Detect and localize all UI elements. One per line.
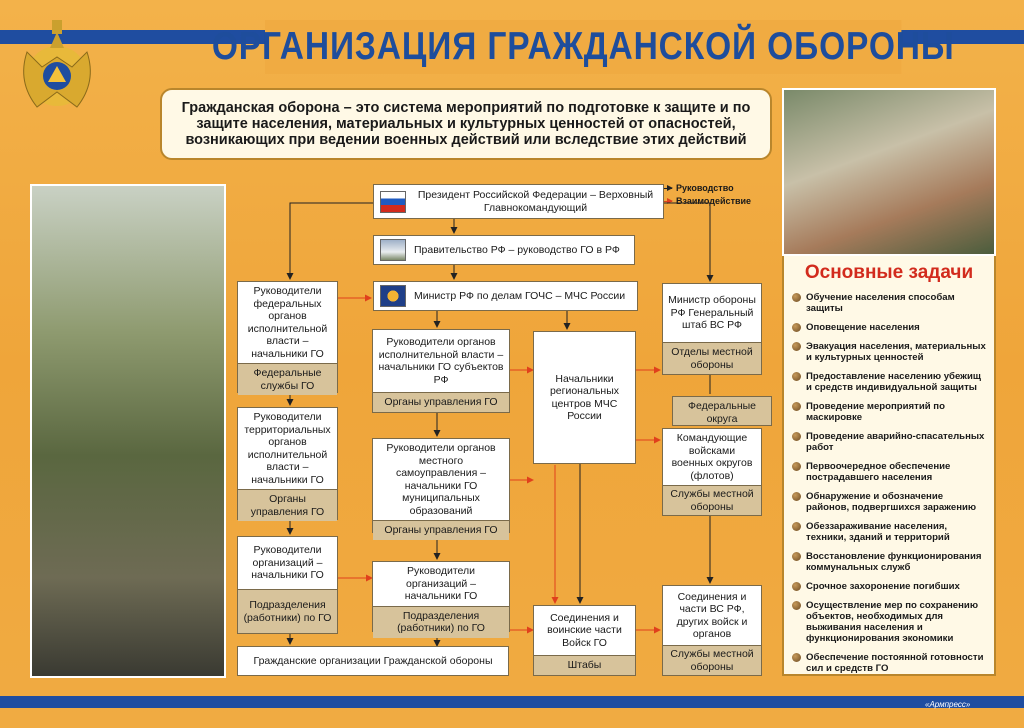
legend-leadership <box>650 182 751 195</box>
bullet-icon <box>792 492 801 501</box>
local-footer: Органы управления ГО <box>373 520 509 540</box>
president-label: Президент Российской Федерации – Верховный Главнокомандующий <box>417 189 654 214</box>
organization-mid-title: Руководители организаций – начальники ГО <box>404 565 478 602</box>
task-item <box>792 581 986 592</box>
task-item <box>792 371 986 393</box>
legend-interaction-label: Взаимодействие <box>676 196 752 206</box>
task-item <box>792 322 986 333</box>
bullet-icon <box>792 402 801 411</box>
organization-left-box <box>237 536 338 634</box>
organization-mid-footer: Подразделения (работники) по ГО <box>373 606 509 638</box>
bullet-icon <box>792 432 801 441</box>
minister-mchs-label: Министр РФ по делам ГОЧС – МЧС России <box>414 289 626 302</box>
bottom-band <box>0 696 1024 708</box>
mchs-emblem-icon <box>380 285 406 307</box>
tasks-title: Основные задачи <box>804 262 974 283</box>
task-text: Срочное захоронение погибших <box>806 581 960 592</box>
bullet-icon <box>792 372 801 381</box>
federal-districts-label: Федеральные округа <box>687 400 757 425</box>
bullet-icon <box>792 552 801 561</box>
bullet-icon <box>792 323 801 332</box>
go-troops-box <box>533 605 636 676</box>
minister-mchs-box <box>373 281 638 311</box>
task-item <box>792 431 986 453</box>
tasks-list <box>792 292 986 674</box>
defense-minister-footer: Отделы местной обороны <box>663 342 761 374</box>
regional-box <box>533 331 636 464</box>
task-item <box>792 401 986 423</box>
task-text: Обнаружение и обозначение районов, подвергшихся заражению <box>806 491 977 513</box>
organization-left-title: Руководители организаций – начальники ГО <box>251 544 324 582</box>
federal-districts-box <box>672 396 772 426</box>
regional-label: Начальники региональных центров МЧС России <box>549 372 620 422</box>
task-item <box>792 341 986 363</box>
task-text: Обеспечение постоянной готовности сил и средств ГО <box>806 652 984 674</box>
task-text: Обеззараживание населения, техники, зданий и территорий <box>806 521 950 543</box>
legend-leadership-label: Руководство <box>676 183 734 193</box>
task-text: Проведение аварийно-спасательных работ <box>806 431 985 453</box>
task-item <box>792 521 986 543</box>
territorial-footer: Органы управления ГО <box>238 489 337 521</box>
tasks-panel <box>782 256 996 676</box>
task-text: Осуществление мер по сохранению объектов, необходимых для выживания населения и функционирования экономики <box>806 600 979 644</box>
defense-minister-box <box>662 283 762 375</box>
federal-footer: Федеральные службы ГО <box>238 363 337 395</box>
page-title: ОРГАНИЗАЦИЯ ГРАЖДАНСКОЙ ОБОРОНЫ <box>265 20 901 74</box>
organization-left-footer: Подразделения (работники) по ГО <box>238 589 337 633</box>
honor-guard-photo <box>30 184 226 678</box>
task-text: Проведение мероприятий по маскировке <box>806 401 945 423</box>
task-text: Предоставление населению убежищ и средств индивидуальной защиты <box>806 371 981 393</box>
go-troops-title: Соединения и воинские части Войск ГО <box>547 611 622 649</box>
flag-icon <box>380 191 406 213</box>
government-building-icon <box>380 239 406 261</box>
armed-forces-box <box>662 585 762 676</box>
definition-box <box>160 88 772 160</box>
publisher-credit: «Армпресс» <box>925 700 971 709</box>
task-text: Обучение населения способам защиты <box>806 292 955 314</box>
task-item <box>792 600 986 644</box>
federal-box <box>237 281 338 393</box>
armed-forces-footer: Службы местной обороны <box>663 645 761 675</box>
task-text: Эвакуация населения, материальных и культурных ценностей <box>806 341 986 363</box>
bullet-icon <box>792 293 801 302</box>
bottom-strip <box>0 712 1024 728</box>
task-item <box>792 461 986 483</box>
federal-title: Руководители федеральных органов исполнительной власти – начальники ГО <box>247 285 328 360</box>
legend <box>650 182 751 208</box>
bullet-icon <box>792 522 801 531</box>
territorial-title: Руководители территориальных органов исполнительной власти – начальники ГО <box>244 411 331 486</box>
task-text: Восстановление функционирования коммунальных служб <box>806 551 982 573</box>
subjects-footer: Органы управления ГО <box>373 392 509 412</box>
government-label: Правительство РФ – руководство ГО в РФ <box>414 243 620 256</box>
government-box <box>373 235 635 265</box>
legend-interaction <box>650 195 751 208</box>
defense-minister-title: Министр обороны РФ Генеральный штаб ВС РФ <box>668 294 756 332</box>
task-text: Первоочередное обеспечение пострадавшего населения <box>806 461 951 483</box>
armed-forces-title: Соединения и части ВС РФ, других войск и органов <box>676 590 748 640</box>
local-title: Руководители органов местного самоуправления – начальники ГО муниципальных образований <box>386 442 496 517</box>
territorial-box <box>237 407 338 520</box>
task-item <box>792 292 986 314</box>
subjects-box <box>372 329 510 413</box>
military-districts-footer: Службы местной обороны <box>663 485 761 515</box>
bullet-icon <box>792 653 801 662</box>
task-text: Оповещение населения <box>806 322 920 333</box>
bullet-icon <box>792 342 801 351</box>
emblem-icon <box>12 12 102 130</box>
military-districts-title: Командующие войсками военных округов (флотов) <box>671 432 753 482</box>
bullet-icon <box>792 601 801 610</box>
definition-text: Гражданская оборона – это система мероприятий по подготовке к защите и по защите населения, материальных и культурных ценностей от опасностей, возникающих при ведении военных действий или вследствие этих действий <box>181 100 751 148</box>
organization-mid-box <box>372 561 510 632</box>
subjects-title: Руководители органов исполнительной власти – начальники ГО субъектов РФ <box>378 336 504 386</box>
task-item <box>792 652 986 674</box>
civil-org-label: Гражданские организации Гражданской обороны <box>253 654 493 667</box>
training-photo <box>782 88 996 256</box>
president-box <box>373 184 664 219</box>
local-box <box>372 438 510 536</box>
task-item <box>792 491 986 513</box>
task-item <box>792 551 986 573</box>
bullet-icon <box>792 462 801 471</box>
military-districts-box <box>662 428 762 516</box>
go-troops-footer: Штабы <box>534 655 635 675</box>
bullet-icon <box>792 582 801 591</box>
civil-org-box <box>237 646 509 676</box>
